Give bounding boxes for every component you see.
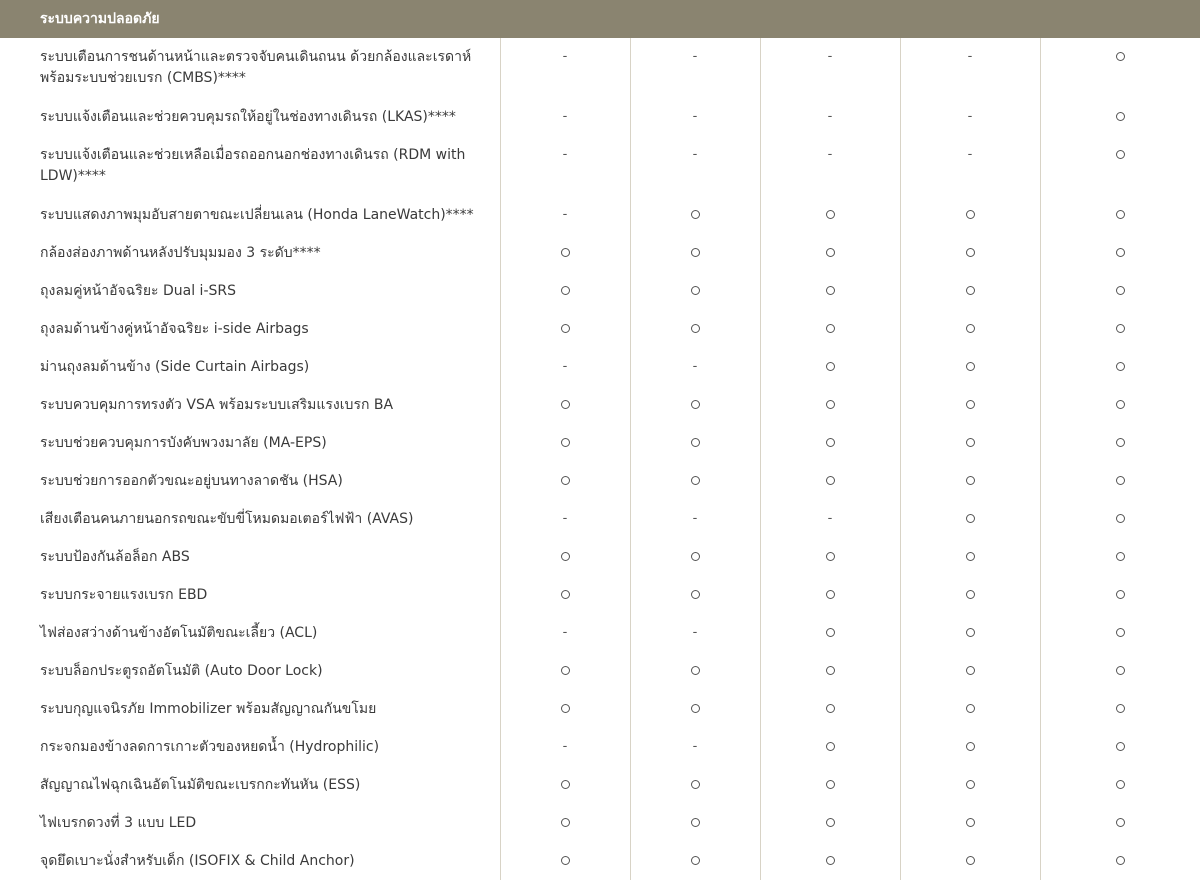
available-cell: [760, 462, 900, 500]
available-circle-icon: [561, 324, 570, 333]
available-circle-icon: [1116, 400, 1125, 409]
available-circle-icon: [691, 780, 700, 789]
table-row: [0, 766, 1200, 804]
available-circle-icon: [561, 704, 570, 713]
feature-label: ระบบป้องกันล้อล็อก ABS: [0, 538, 500, 576]
available-cell: [760, 690, 900, 728]
available-cell: [500, 690, 630, 728]
available-cell: [500, 766, 630, 804]
available-circle-icon: [826, 666, 835, 675]
feature-label: ระบบช่วยการออกตัวขณะอยู่บนทางลาดชัน (HSA): [0, 462, 500, 500]
available-circle-icon: [691, 666, 700, 675]
feature-label: ถุงลมคู่หน้าอัจฉริยะ Dual i-SRS: [0, 272, 500, 310]
table-row: [0, 538, 1200, 576]
unavailable-cell: [630, 136, 760, 196]
available-cell: [760, 310, 900, 348]
available-circle-icon: [826, 400, 835, 409]
available-cell: [1040, 614, 1200, 652]
feature-label: เสียงเตือนคนภายนอกรถขณะขับขี่โหมดมอเตอร์ไฟฟ้า (AVAS): [0, 500, 500, 538]
available-circle-icon: [966, 818, 975, 827]
available-cell: [1040, 690, 1200, 728]
available-circle-icon: [966, 476, 975, 485]
available-cell: [630, 576, 760, 614]
available-circle-icon: [826, 818, 835, 827]
feature-label: ระบบกุญแจนิรภัย Immobilizer พร้อมสัญญาณกันขโมย: [0, 690, 500, 728]
unavailable-dash: -: [562, 625, 568, 640]
available-circle-icon: [966, 780, 975, 789]
unavailable-cell: [630, 98, 760, 136]
table-row: [0, 842, 1200, 880]
available-cell: [900, 576, 1040, 614]
available-circle-icon: [561, 552, 570, 561]
available-circle-icon: [966, 324, 975, 333]
available-cell: [1040, 386, 1200, 424]
available-cell: [760, 272, 900, 310]
available-cell: [500, 310, 630, 348]
available-circle-icon: [1116, 628, 1125, 637]
table-row: [0, 98, 1200, 136]
unavailable-cell: [760, 500, 900, 538]
available-cell: [500, 234, 630, 272]
available-cell: [900, 766, 1040, 804]
table-row: [0, 348, 1200, 386]
available-circle-icon: [691, 856, 700, 865]
unavailable-dash: -: [692, 739, 698, 754]
unavailable-cell: [900, 136, 1040, 196]
available-cell: [760, 234, 900, 272]
available-cell: [1040, 310, 1200, 348]
available-cell: [760, 842, 900, 880]
available-cell: [500, 652, 630, 690]
available-circle-icon: [691, 324, 700, 333]
available-cell: [630, 538, 760, 576]
available-cell: [900, 272, 1040, 310]
available-circle-icon: [966, 628, 975, 637]
available-circle-icon: [1116, 818, 1125, 827]
feature-label: กระจกมองข้างลดการเกาะตัวของหยดน้ำ (Hydrophilic): [0, 728, 500, 766]
available-circle-icon: [966, 552, 975, 561]
table-row: [0, 804, 1200, 842]
available-circle-icon: [691, 590, 700, 599]
available-circle-icon: [826, 286, 835, 295]
unavailable-dash: -: [967, 147, 973, 162]
available-circle-icon: [826, 780, 835, 789]
available-circle-icon: [691, 552, 700, 561]
available-circle-icon: [1116, 438, 1125, 447]
available-cell: [630, 652, 760, 690]
available-circle-icon: [691, 704, 700, 713]
feature-label: กล้องส่องภาพด้านหลังปรับมุมมอง 3 ระดับ****: [0, 234, 500, 272]
available-circle-icon: [826, 210, 835, 219]
table-row: [0, 38, 1200, 98]
available-cell: [760, 614, 900, 652]
unavailable-dash: -: [562, 207, 568, 222]
available-circle-icon: [826, 248, 835, 257]
available-circle-icon: [1116, 324, 1125, 333]
available-cell: [900, 386, 1040, 424]
feature-label: ถุงลมด้านข้างคู่หน้าอัจฉริยะ i-side Airbags: [0, 310, 500, 348]
unavailable-dash: -: [827, 147, 833, 162]
available-cell: [1040, 804, 1200, 842]
available-circle-icon: [826, 438, 835, 447]
available-circle-icon: [1116, 514, 1125, 523]
available-circle-icon: [691, 248, 700, 257]
available-circle-icon: [1116, 112, 1125, 121]
available-circle-icon: [561, 666, 570, 675]
available-circle-icon: [966, 286, 975, 295]
available-circle-icon: [1116, 552, 1125, 561]
available-cell: [630, 842, 760, 880]
unavailable-dash: -: [692, 49, 698, 64]
available-cell: [500, 842, 630, 880]
available-cell: [1040, 424, 1200, 462]
unavailable-cell: [500, 98, 630, 136]
feature-label: ระบบแจ้งเตือนและช่วยเหลือเมื่อรถออกนอกช่องทางเดินรถ (RDM with LDW)****: [0, 136, 500, 196]
available-cell: [1040, 576, 1200, 614]
available-circle-icon: [691, 400, 700, 409]
available-cell: [760, 576, 900, 614]
available-cell: [760, 652, 900, 690]
unavailable-dash: -: [692, 511, 698, 526]
table-row: [0, 310, 1200, 348]
available-cell: [760, 538, 900, 576]
available-cell: [1040, 234, 1200, 272]
unavailable-cell: [500, 728, 630, 766]
feature-label: ระบบช่วยควบคุมการบังคับพวงมาลัย (MA-EPS): [0, 424, 500, 462]
available-cell: [1040, 728, 1200, 766]
available-cell: [1040, 348, 1200, 386]
available-circle-icon: [966, 514, 975, 523]
available-circle-icon: [826, 590, 835, 599]
available-circle-icon: [826, 742, 835, 751]
available-circle-icon: [966, 590, 975, 599]
available-circle-icon: [1116, 856, 1125, 865]
available-cell: [900, 842, 1040, 880]
available-circle-icon: [826, 362, 835, 371]
available-cell: [760, 348, 900, 386]
available-circle-icon: [561, 438, 570, 447]
available-circle-icon: [826, 552, 835, 561]
unavailable-cell: [500, 348, 630, 386]
available-cell: [1040, 500, 1200, 538]
available-circle-icon: [1116, 362, 1125, 371]
table-row: [0, 462, 1200, 500]
available-cell: [900, 728, 1040, 766]
available-circle-icon: [691, 210, 700, 219]
available-cell: [1040, 98, 1200, 136]
available-cell: [900, 690, 1040, 728]
available-cell: [900, 652, 1040, 690]
available-cell: [1040, 196, 1200, 234]
available-cell: [900, 500, 1040, 538]
available-circle-icon: [966, 210, 975, 219]
unavailable-cell: [500, 614, 630, 652]
available-cell: [630, 690, 760, 728]
available-circle-icon: [966, 362, 975, 371]
unavailable-cell: [500, 500, 630, 538]
available-circle-icon: [966, 438, 975, 447]
available-cell: [900, 196, 1040, 234]
available-cell: [900, 804, 1040, 842]
available-circle-icon: [1116, 150, 1125, 159]
section-header-row: [0, 0, 1200, 38]
available-circle-icon: [561, 476, 570, 485]
table-row: [0, 272, 1200, 310]
available-circle-icon: [1116, 704, 1125, 713]
available-circle-icon: [826, 856, 835, 865]
available-circle-icon: [691, 818, 700, 827]
feature-label: ไฟเบรกดวงที่ 3 แบบ LED: [0, 804, 500, 842]
unavailable-cell: [900, 98, 1040, 136]
available-cell: [1040, 38, 1200, 98]
available-cell: [900, 424, 1040, 462]
feature-label: ระบบกระจายแรงเบรก EBD: [0, 576, 500, 614]
available-cell: [1040, 136, 1200, 196]
available-cell: [630, 386, 760, 424]
available-circle-icon: [966, 856, 975, 865]
available-circle-icon: [561, 286, 570, 295]
unavailable-dash: -: [692, 147, 698, 162]
unavailable-cell: [630, 500, 760, 538]
available-cell: [900, 348, 1040, 386]
available-cell: [900, 234, 1040, 272]
available-cell: [630, 272, 760, 310]
unavailable-dash: -: [562, 109, 568, 124]
unavailable-cell: [630, 728, 760, 766]
available-circle-icon: [1116, 210, 1125, 219]
available-circle-icon: [1116, 742, 1125, 751]
table-row: [0, 652, 1200, 690]
unavailable-dash: -: [562, 511, 568, 526]
feature-label: ระบบล็อกประตูรถอัตโนมัติ (Auto Door Lock): [0, 652, 500, 690]
table-row: [0, 614, 1200, 652]
unavailable-cell: [500, 136, 630, 196]
available-circle-icon: [1116, 476, 1125, 485]
available-cell: [500, 804, 630, 842]
available-circle-icon: [1116, 780, 1125, 789]
feature-label: ระบบควบคุมการทรงตัว VSA พร้อมระบบเสริมแรงเบรก BA: [0, 386, 500, 424]
unavailable-cell: [500, 196, 630, 234]
feature-label: ไฟส่องสว่างด้านข้างอัตโนมัติขณะเลี้ยว (ACL): [0, 614, 500, 652]
available-circle-icon: [966, 666, 975, 675]
available-cell: [1040, 538, 1200, 576]
available-cell: [630, 310, 760, 348]
available-circle-icon: [966, 400, 975, 409]
available-circle-icon: [691, 286, 700, 295]
available-circle-icon: [561, 856, 570, 865]
available-cell: [630, 766, 760, 804]
table-row: [0, 728, 1200, 766]
unavailable-cell: [500, 38, 630, 98]
available-cell: [500, 272, 630, 310]
available-cell: [900, 614, 1040, 652]
unavailable-dash: -: [692, 109, 698, 124]
available-cell: [630, 424, 760, 462]
available-circle-icon: [826, 324, 835, 333]
available-cell: [500, 462, 630, 500]
unavailable-dash: -: [562, 739, 568, 754]
available-circle-icon: [1116, 286, 1125, 295]
available-circle-icon: [561, 590, 570, 599]
unavailable-cell: [760, 38, 900, 98]
available-circle-icon: [1116, 590, 1125, 599]
available-circle-icon: [1116, 666, 1125, 675]
feature-label: จุดยึดเบาะนั่งสำหรับเด็ก (ISOFIX & Child Anchor): [0, 842, 500, 880]
available-circle-icon: [561, 248, 570, 257]
unavailable-dash: -: [827, 511, 833, 526]
table-row: [0, 576, 1200, 614]
table-row: [0, 500, 1200, 538]
unavailable-dash: -: [562, 147, 568, 162]
feature-label: ระบบเตือนการชนด้านหน้าและตรวจจับคนเดินถนน ด้วยกล้องและเรดาห์พร้อมระบบช่วยเบรก (CMBS)****: [0, 38, 500, 98]
available-cell: [760, 386, 900, 424]
available-cell: [630, 804, 760, 842]
available-cell: [760, 424, 900, 462]
unavailable-cell: [630, 38, 760, 98]
available-cell: [900, 310, 1040, 348]
available-cell: [500, 424, 630, 462]
feature-label: ม่านถุงลมด้านข้าง (Side Curtain Airbags): [0, 348, 500, 386]
available-circle-icon: [826, 628, 835, 637]
available-cell: [760, 766, 900, 804]
available-circle-icon: [966, 742, 975, 751]
feature-label: ระบบแสดงภาพมุมอับสายตาขณะเปลี่ยนเลน (Honda LaneWatch)****: [0, 196, 500, 234]
available-circle-icon: [691, 438, 700, 447]
available-cell: [1040, 272, 1200, 310]
available-cell: [630, 196, 760, 234]
unavailable-dash: -: [692, 359, 698, 374]
unavailable-cell: [630, 614, 760, 652]
section-title: ระบบความปลอดภัย: [0, 0, 1200, 38]
unavailable-cell: [760, 136, 900, 196]
available-cell: [1040, 462, 1200, 500]
available-cell: [630, 234, 760, 272]
available-cell: [1040, 766, 1200, 804]
feature-label: ระบบแจ้งเตือนและช่วยควบคุมรถให้อยู่ในช่องทางเดินรถ (LKAS)****: [0, 98, 500, 136]
available-cell: [630, 462, 760, 500]
table-row: [0, 136, 1200, 196]
unavailable-dash: -: [562, 49, 568, 64]
available-cell: [1040, 842, 1200, 880]
available-circle-icon: [826, 476, 835, 485]
feature-label: สัญญาณไฟฉุกเฉินอัตโนมัติขณะเบรกกะทันหัน (ESS): [0, 766, 500, 804]
unavailable-cell: [900, 38, 1040, 98]
unavailable-dash: -: [562, 359, 568, 374]
available-cell: [760, 728, 900, 766]
available-circle-icon: [561, 780, 570, 789]
available-cell: [500, 576, 630, 614]
unavailable-dash: -: [827, 49, 833, 64]
unavailable-dash: -: [967, 49, 973, 64]
available-cell: [900, 538, 1040, 576]
available-circle-icon: [966, 704, 975, 713]
table-row: [0, 196, 1200, 234]
table-row: [0, 234, 1200, 272]
available-circle-icon: [1116, 52, 1125, 61]
table-row: [0, 424, 1200, 462]
available-cell: [760, 804, 900, 842]
unavailable-cell: [760, 98, 900, 136]
table-row: [0, 386, 1200, 424]
unavailable-cell: [630, 348, 760, 386]
available-circle-icon: [1116, 248, 1125, 257]
table-row: [0, 690, 1200, 728]
available-circle-icon: [691, 476, 700, 485]
available-cell: [760, 196, 900, 234]
unavailable-dash: -: [692, 625, 698, 640]
available-cell: [500, 386, 630, 424]
unavailable-dash: -: [827, 109, 833, 124]
available-circle-icon: [826, 704, 835, 713]
available-cell: [900, 462, 1040, 500]
available-cell: [500, 538, 630, 576]
available-circle-icon: [561, 400, 570, 409]
available-circle-icon: [966, 248, 975, 257]
available-circle-icon: [561, 818, 570, 827]
available-cell: [1040, 652, 1200, 690]
unavailable-dash: -: [967, 109, 973, 124]
